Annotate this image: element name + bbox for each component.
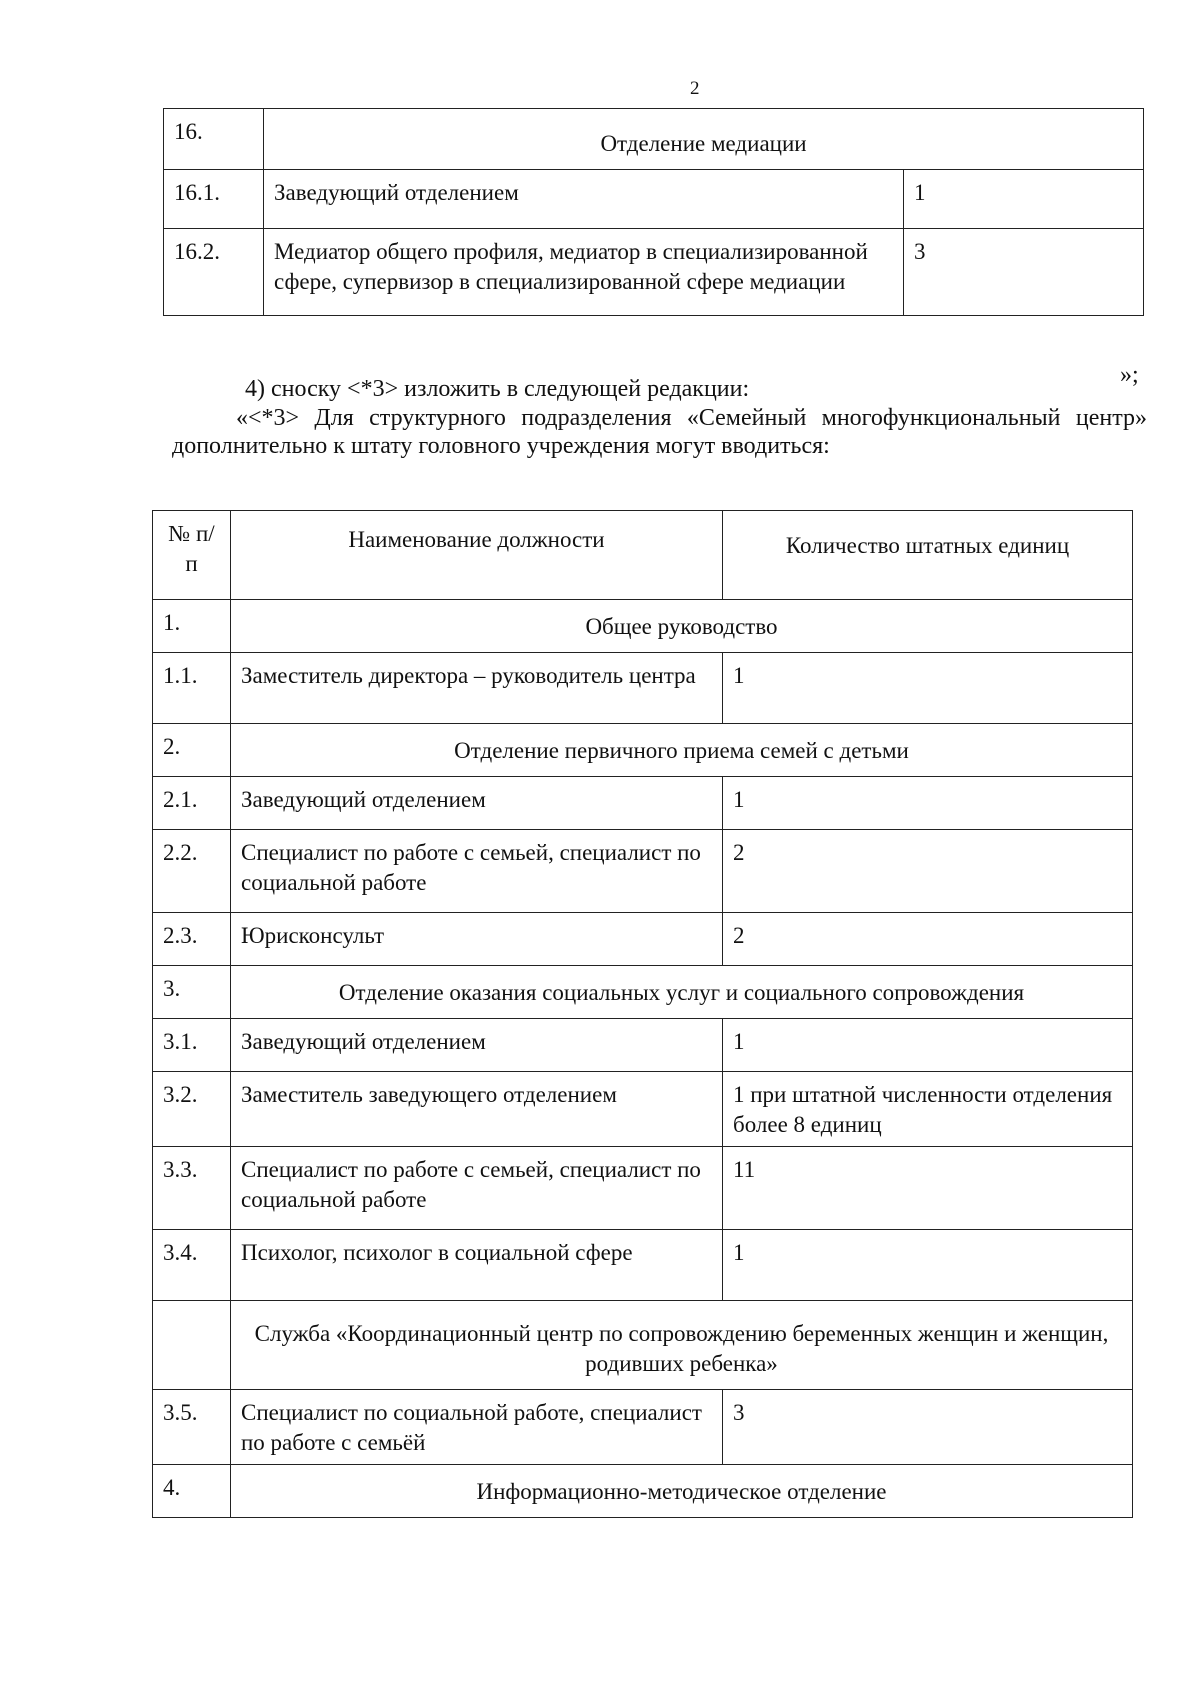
table-row bbox=[153, 1229, 1133, 1300]
staff-count: 2 bbox=[723, 913, 1133, 966]
section-row bbox=[153, 724, 1133, 777]
staff-count: 1 при штатной численности отделения более 8 единиц bbox=[723, 1072, 1133, 1147]
header-num: № п/п bbox=[153, 511, 231, 600]
row-number: 2. bbox=[153, 724, 231, 777]
table-row bbox=[153, 653, 1133, 724]
footnote-intro: 4) сноску <*3> изложить в следующей редакции: bbox=[245, 376, 750, 402]
section-title: Информационно-методическое отделение bbox=[231, 1464, 1133, 1517]
table-header-row bbox=[153, 511, 1133, 600]
table2-body bbox=[153, 600, 1133, 1518]
staff-count: 3 bbox=[904, 229, 1144, 316]
row-number: 3.2. bbox=[153, 1072, 231, 1147]
row-number: 3. bbox=[153, 966, 231, 1019]
header-position: Наименование должности bbox=[231, 511, 723, 600]
position-name: Заведующий отделением bbox=[264, 170, 904, 229]
position-name: Специалист по работе с семьей, специалист по социальной работе bbox=[231, 1146, 723, 1229]
position-name: Заместитель директора – руководитель центра bbox=[231, 653, 723, 724]
row-number: 1.1. bbox=[153, 653, 231, 724]
row-number: 16.1. bbox=[164, 170, 264, 229]
row-number: 3.5. bbox=[153, 1389, 231, 1464]
table-row bbox=[153, 777, 1133, 830]
row-number: 2.2. bbox=[153, 830, 231, 913]
header-count: Количество штатных единиц bbox=[723, 511, 1133, 600]
row-number bbox=[153, 1300, 231, 1389]
staff-count: 1 bbox=[723, 777, 1133, 830]
staff-count: 2 bbox=[723, 830, 1133, 913]
section-title: Служба «Координационный центр по сопровождению беременных женщин и женщин, родивших ребенка» bbox=[231, 1300, 1133, 1389]
table-row bbox=[153, 1389, 1133, 1464]
row-number: 16. bbox=[164, 109, 264, 170]
page-number: 2 bbox=[690, 78, 700, 99]
position-name: Заместитель заведующего отделением bbox=[231, 1072, 723, 1147]
section-row bbox=[153, 1300, 1133, 1389]
table-row bbox=[153, 913, 1133, 966]
staff-count: 1 bbox=[723, 1229, 1133, 1300]
row-number: 3.4. bbox=[153, 1229, 231, 1300]
row-number: 3.1. bbox=[153, 1019, 231, 1072]
table-row bbox=[153, 1146, 1133, 1229]
section-title: Отделение первичного приема семей с детьми bbox=[231, 724, 1133, 777]
table-row bbox=[153, 830, 1133, 913]
section-title: Общее руководство bbox=[231, 600, 1133, 653]
staff-count: 3 bbox=[723, 1389, 1133, 1464]
row-number: 3.3. bbox=[153, 1146, 231, 1229]
position-name: Юрисконсульт bbox=[231, 913, 723, 966]
position-name: Заведующий отделением bbox=[231, 1019, 723, 1072]
table-row bbox=[153, 1019, 1133, 1072]
row-number: 4. bbox=[153, 1464, 231, 1517]
staff-count: 11 bbox=[723, 1146, 1133, 1229]
section-row bbox=[153, 600, 1133, 653]
family-center-staff-table bbox=[152, 510, 1133, 1518]
table-row bbox=[153, 1072, 1133, 1147]
position-name: Медиатор общего профиля, медиатор в специализированной сфере, супервизор в специализированной сфере медиации bbox=[264, 229, 904, 316]
section-title: Отделение медиации bbox=[264, 109, 1144, 170]
position-name: Психолог, психолог в социальной сфере bbox=[231, 1229, 723, 1300]
section-row bbox=[153, 1464, 1133, 1517]
footnote-text: «<*3> Для структурного подразделения «Семейный многофункциональный центр» дополнительно к штату головного учреждения могут вводиться: bbox=[172, 405, 1147, 459]
staff-count: 1 bbox=[723, 1019, 1133, 1072]
row-number: 2.3. bbox=[153, 913, 231, 966]
position-name: Заведующий отделением bbox=[231, 777, 723, 830]
table-row bbox=[164, 229, 1144, 316]
row-number: 2.1. bbox=[153, 777, 231, 830]
closing-quote: »; bbox=[1120, 362, 1139, 388]
position-name: Специалист по социальной работе, специалист по работе с семьёй bbox=[231, 1389, 723, 1464]
staff-count: 1 bbox=[904, 170, 1144, 229]
staff-count: 1 bbox=[723, 653, 1133, 724]
section-row bbox=[153, 966, 1133, 1019]
position-name: Специалист по работе с семьей, специалист по социальной работе bbox=[231, 830, 723, 913]
section-title: Отделение оказания социальных услуг и социального сопровождения bbox=[231, 966, 1133, 1019]
row-number: 1. bbox=[153, 600, 231, 653]
mediation-staff-table bbox=[163, 108, 1144, 316]
table1-body bbox=[164, 109, 1144, 316]
section-row bbox=[164, 109, 1144, 170]
row-number: 16.2. bbox=[164, 229, 264, 316]
table-row bbox=[164, 170, 1144, 229]
